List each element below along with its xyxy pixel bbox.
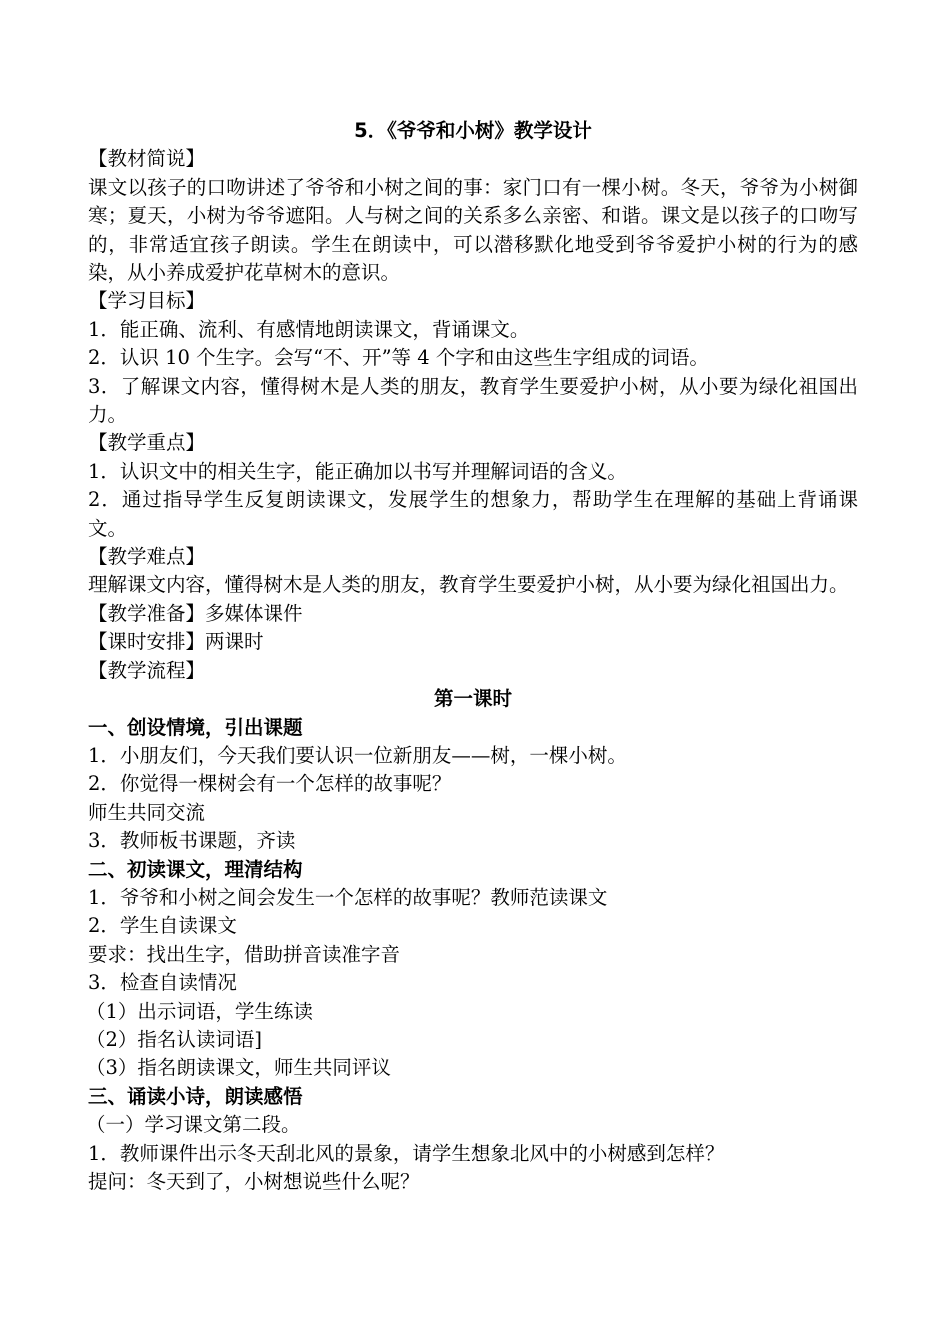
- section-line: 师生共同交流: [88, 800, 206, 824]
- section-line: 3．教师板书课题，齐读: [88, 829, 296, 853]
- section-line: （2）指名认读词语]: [86, 1027, 263, 1051]
- keypoint-item: 2．通过指导学生反复朗读课文，发展学生的想象力，帮助学生在理解的基础上背诵课文。: [88, 488, 858, 540]
- document-page: [88, 117, 858, 1196]
- section-heading: 一、创设情境，引出课题: [88, 715, 303, 739]
- section-line: 1．爷爷和小树之间会发生一个怎样的故事呢？教师范读课文: [88, 885, 608, 909]
- section-line: 提问：冬天到了，小树想说些什么呢？: [88, 1170, 420, 1193]
- section-line: 2．学生自读课文: [88, 914, 237, 938]
- section-line: （3）指名朗读课文，师生共同评议: [86, 1056, 391, 1080]
- keypoint-item: 1．认识文中的相关生字，能正确加以书写并理解词语的含义。: [88, 459, 627, 483]
- section-line: （1）出示词语，学生练读: [86, 999, 313, 1023]
- section-line: 2．你觉得一棵树会有一个怎样的故事呢？: [88, 772, 452, 796]
- schedule-line: 【课时安排】两课时: [88, 630, 264, 654]
- section-line: （一）学习课文第二段。: [86, 1113, 301, 1137]
- difficulty-text: 理解课文内容，懂得树木是人类的朋友，教育学生要爱护小树，从小要为绿化祖国出力。: [88, 573, 849, 597]
- goals-label: 【学习目标】: [88, 289, 206, 313]
- section-line: 1．小朋友们，今天我们要认识一位新朋友——树，一棵小树。: [88, 743, 627, 767]
- flow-label: 【教学流程】: [88, 658, 206, 682]
- prep-line: 【教学准备】多媒体课件: [88, 601, 303, 625]
- goal-item: 2．认识 10 个生字。会写“不、开”等 4 个字和由这些生字组成的词语。: [88, 346, 709, 370]
- section-heading: 二、初读课文，理清结构: [88, 857, 303, 881]
- section-line: 要求：找出生字，借助拼音读准字音: [88, 942, 401, 966]
- section-line: 3．检查自读情况: [88, 971, 237, 995]
- goal-item: 1．能正确、流利、有感情地朗读课文，背诵课文。: [88, 317, 530, 341]
- keypoints-label: 【教学重点】: [88, 431, 206, 455]
- intro-text: 课文以孩子的口吻讲述了爷爷和小树之间的事：家门口有一棵小树。冬天，爷爷为小树御寒；夏天，小树为爷爷遮阳。人与树之间的关系多么亲密、和谐。课文是以孩子的口吻写的，非常适宜孩子朗读。学生在朗读中，可以潜移默化地受到爷爷爱护小树的行为的感染，从小养成爱护花草树木的意识。: [88, 175, 858, 285]
- lesson-heading: 第一课时: [433, 687, 512, 711]
- section-line: 1．教师课件出示冬天刮北风的景象，请学生想象北风中的小树感到怎样？: [88, 1141, 725, 1165]
- intro-label: 【教材简说】: [88, 147, 206, 171]
- goal-item: 3．了解课文内容，懂得树木是人类的朋友，教育学生要爱护小树，从小要为绿化祖国出力。: [88, 374, 858, 427]
- difficulty-label: 【教学难点】: [88, 545, 206, 569]
- document-title: 5．《爷爷和小树》教学设计: [354, 119, 592, 142]
- section-heading: 三、诵读小诗，朗读感悟: [88, 1084, 303, 1108]
